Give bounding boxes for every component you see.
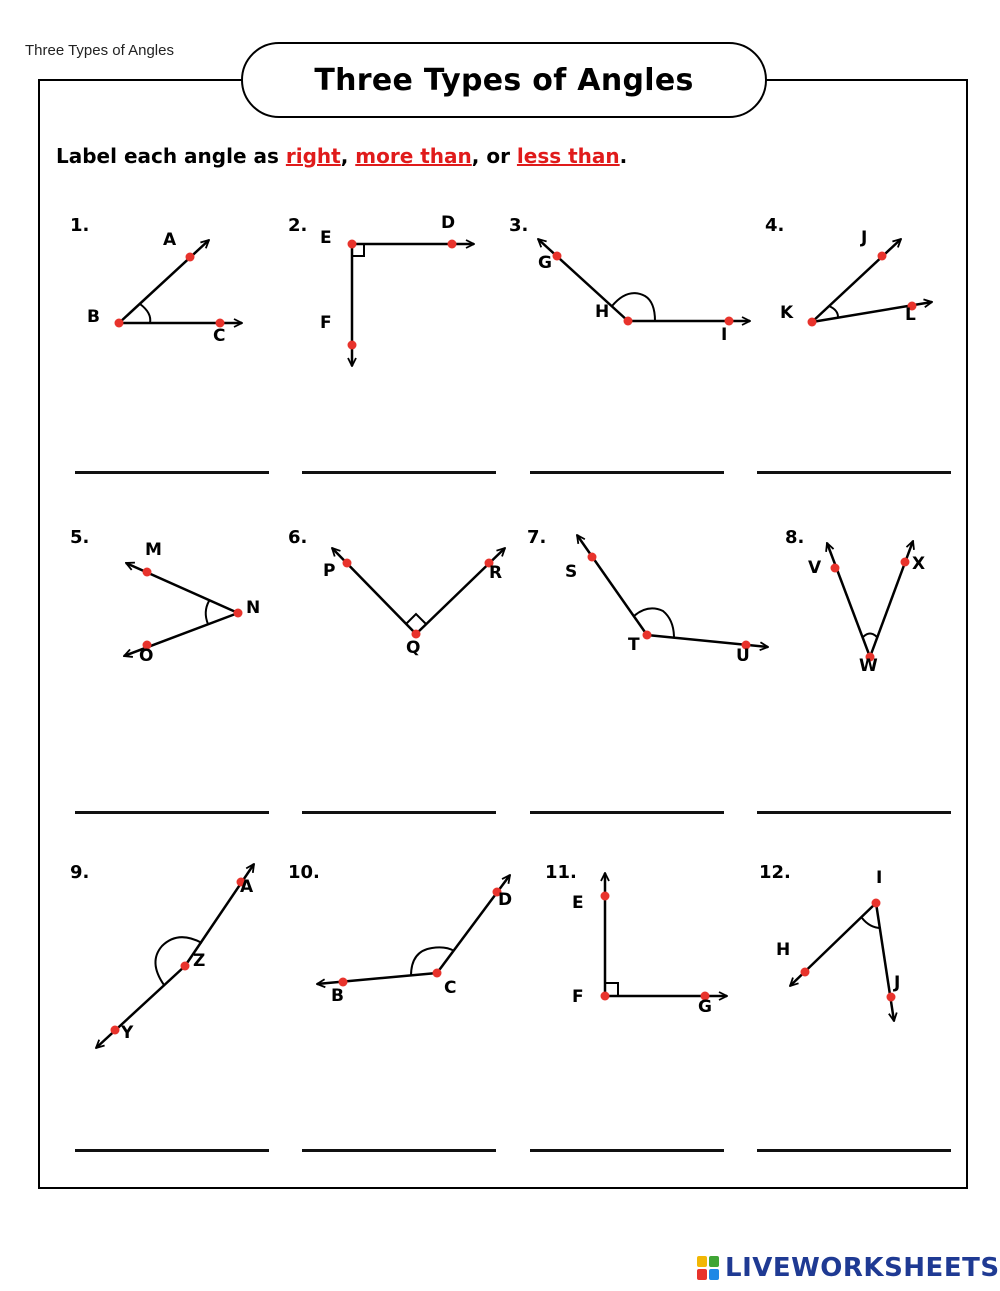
option-more-than: more than bbox=[355, 144, 472, 168]
point-label: A bbox=[163, 230, 177, 250]
problem-number: 10. bbox=[288, 862, 320, 883]
liveworksheets-logo[interactable] bbox=[697, 1253, 1000, 1283]
point-label: D bbox=[498, 890, 513, 910]
problem-number: 7. bbox=[527, 527, 547, 548]
point-label: L bbox=[905, 305, 916, 325]
point-label: W bbox=[859, 656, 878, 676]
point-label: A bbox=[240, 877, 254, 897]
option-less-than: less than bbox=[516, 144, 620, 168]
problem-number: 9. bbox=[70, 862, 90, 883]
answer-line-4[interactable] bbox=[757, 471, 951, 474]
point-label: C bbox=[213, 326, 226, 346]
angle-5 bbox=[124, 563, 238, 656]
angle-10 bbox=[317, 875, 513, 984]
point-label: C bbox=[444, 978, 457, 998]
answer-line-10[interactable] bbox=[302, 1149, 496, 1152]
problem-number: 8. bbox=[785, 527, 805, 548]
angle-9 bbox=[96, 864, 254, 1048]
point-label: B bbox=[331, 986, 344, 1006]
point-label: F bbox=[320, 313, 332, 333]
problem-number: 12. bbox=[759, 862, 791, 883]
liveworksheets-logo-icon bbox=[697, 1256, 719, 1280]
answer-line-9[interactable] bbox=[75, 1149, 269, 1152]
point-label: V bbox=[808, 558, 822, 578]
problem-number: 3. bbox=[509, 215, 529, 236]
problem-number: 11. bbox=[545, 862, 577, 883]
answer-line-6[interactable] bbox=[302, 811, 496, 814]
angle-12 bbox=[790, 903, 894, 1021]
point-label: E bbox=[572, 893, 584, 913]
point-label: T bbox=[628, 635, 640, 655]
point-label: H bbox=[776, 940, 791, 960]
brand-name: LIVEWORKSHEETS bbox=[725, 1253, 1000, 1283]
point-label: S bbox=[565, 562, 578, 582]
angle-3 bbox=[538, 239, 750, 321]
point-label: D bbox=[441, 213, 456, 233]
point-label: J bbox=[861, 228, 868, 248]
point-labels bbox=[87, 213, 925, 1043]
problem-number: 4. bbox=[765, 215, 785, 236]
instructions-sep2: , or bbox=[471, 144, 517, 168]
point-label: E bbox=[320, 228, 332, 248]
point-label: H bbox=[595, 302, 610, 322]
problem-numbers bbox=[70, 215, 804, 883]
point-label: U bbox=[736, 646, 750, 666]
point-label: Q bbox=[406, 638, 421, 658]
point-label: F bbox=[572, 987, 584, 1007]
answer-line-2[interactable] bbox=[302, 471, 496, 474]
answer-line-8[interactable] bbox=[757, 811, 951, 814]
point-label: M bbox=[145, 540, 162, 560]
instructions-lead: Label each angle as bbox=[56, 144, 286, 168]
problem-number: 6. bbox=[288, 527, 308, 548]
point-label: K bbox=[780, 303, 794, 323]
angle-6 bbox=[332, 548, 505, 634]
answer-line-12[interactable] bbox=[757, 1149, 951, 1152]
corner-title: Three Types of Angles bbox=[25, 42, 174, 59]
angle-2 bbox=[352, 244, 474, 366]
point-label: Y bbox=[121, 1023, 134, 1043]
angle-points bbox=[111, 240, 917, 1035]
answer-line-11[interactable] bbox=[530, 1149, 724, 1152]
point-label: I bbox=[876, 868, 883, 888]
answer-line-7[interactable] bbox=[530, 811, 724, 814]
point-label: G bbox=[538, 253, 552, 273]
angle-11 bbox=[605, 873, 727, 996]
angle-7 bbox=[577, 535, 768, 647]
point-label: X bbox=[912, 554, 926, 574]
problem-number: 5. bbox=[70, 527, 90, 548]
point-label: B bbox=[87, 307, 100, 327]
point-label: J bbox=[894, 973, 901, 993]
answer-line-3[interactable] bbox=[530, 471, 724, 474]
answer-line-1[interactable] bbox=[75, 471, 269, 474]
instructions-sep1: , bbox=[340, 144, 356, 168]
point-label: Z bbox=[193, 951, 206, 971]
angle-8 bbox=[827, 541, 913, 657]
angle-1 bbox=[119, 240, 242, 323]
problem-number: 1. bbox=[70, 215, 90, 236]
option-right: right bbox=[285, 144, 341, 168]
problem-number: 2. bbox=[288, 215, 308, 236]
point-label: N bbox=[246, 598, 261, 618]
point-label: R bbox=[489, 563, 503, 583]
instructions-end: . bbox=[619, 144, 628, 168]
point-label: I bbox=[721, 325, 728, 345]
answer-line-5[interactable] bbox=[75, 811, 269, 814]
point-label: G bbox=[698, 997, 712, 1017]
point-label: P bbox=[323, 561, 336, 581]
page-title: Three Types of Angles bbox=[314, 62, 694, 98]
point-label: O bbox=[139, 646, 154, 666]
